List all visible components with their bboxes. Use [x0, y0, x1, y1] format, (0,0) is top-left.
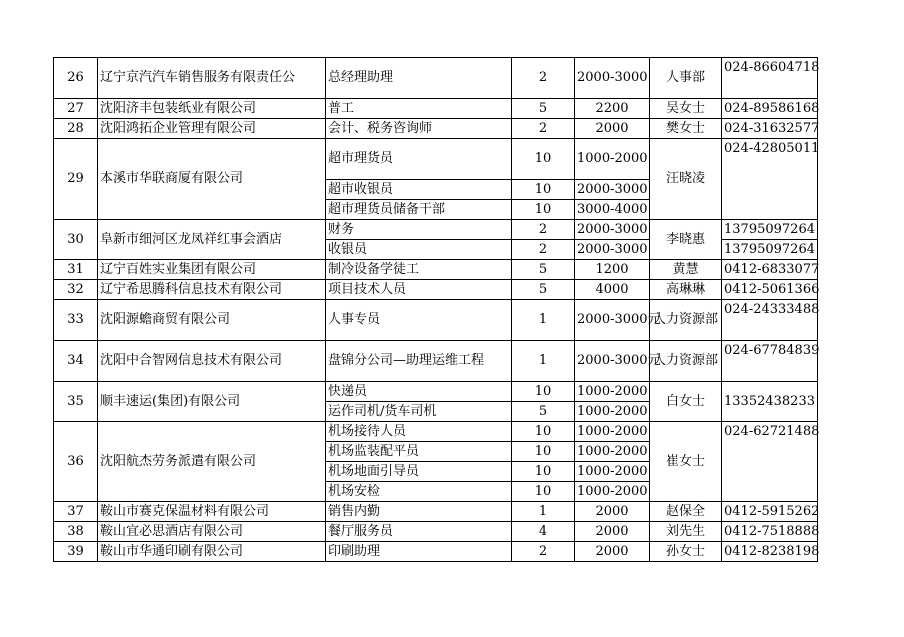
headcount-cell: 10 — [512, 180, 575, 200]
contact-person-cell: 赵保全 — [650, 502, 722, 522]
salary-cell: 2000-3000元 — [575, 341, 650, 382]
headcount-cell: 10 — [512, 422, 575, 442]
salary-cell: 2200 — [575, 99, 650, 119]
row-number-cell: 37 — [54, 502, 98, 522]
table-row — [54, 542, 818, 562]
contact-person-cell: 孙女士 — [650, 542, 722, 562]
job-title-cell: 普工 — [326, 99, 512, 119]
contact-person-cell: 白女士 — [650, 382, 722, 422]
company-name-cell: 鞍山宜必思酒店有限公司 — [98, 522, 326, 542]
phone-cell: 024-86604718 — [722, 58, 818, 99]
phone-cell: 024-31632577 — [722, 119, 818, 139]
table-row — [54, 280, 818, 300]
salary-cell: 1000-2000 — [575, 442, 650, 462]
headcount-cell: 10 — [512, 462, 575, 482]
job-title-cell: 总经理助理 — [326, 58, 512, 99]
contact-person-cell: 樊女士 — [650, 119, 722, 139]
company-name-cell: 沈阳源蟾商贸有限公司 — [98, 300, 326, 341]
job-title-cell: 盘锦分公司—助理运维工程 — [326, 341, 512, 382]
company-name-cell: 沈阳中合智网信息技术有限公司 — [98, 341, 326, 382]
company-name-cell: 沈阳航杰劳务派遣有限公司 — [98, 422, 326, 502]
headcount-cell: 2 — [512, 240, 575, 260]
row-number-cell: 36 — [54, 422, 98, 502]
headcount-cell: 2 — [512, 58, 575, 99]
headcount-cell: 1 — [512, 300, 575, 341]
table-body — [54, 58, 818, 562]
job-title-cell: 财务 — [326, 220, 512, 240]
table-row — [54, 341, 818, 382]
table-row — [54, 139, 818, 180]
salary-cell: 2000 — [575, 522, 650, 542]
headcount-cell: 5 — [512, 402, 575, 422]
headcount-cell: 1 — [512, 341, 575, 382]
table-row — [54, 422, 818, 442]
row-number-cell: 27 — [54, 99, 98, 119]
row-number-cell: 39 — [54, 542, 98, 562]
salary-cell: 4000 — [575, 280, 650, 300]
row-number-cell: 29 — [54, 139, 98, 220]
company-name-cell: 鞍山市华通印刷有限公司 — [98, 542, 326, 562]
company-name-cell: 阜新市细河区龙凤祥红事会酒店 — [98, 220, 326, 260]
headcount-cell: 2 — [512, 119, 575, 139]
job-title-cell: 机场监装配平员 — [326, 442, 512, 462]
salary-cell: 2000-3000 — [575, 220, 650, 240]
headcount-cell: 5 — [512, 99, 575, 119]
contact-person-cell: 高琳琳 — [650, 280, 722, 300]
headcount-cell: 2 — [512, 220, 575, 240]
table-row — [54, 119, 818, 139]
contact-person-cell: 人力资源部 — [650, 300, 722, 341]
headcount-cell: 2 — [512, 542, 575, 562]
company-name-cell: 鞍山市赛克保温材料有限公司 — [98, 502, 326, 522]
table-row — [54, 99, 818, 119]
salary-cell: 2000-3000 — [575, 240, 650, 260]
job-title-cell: 会计、税务咨询师 — [326, 119, 512, 139]
phone-cell: 024-24333488 — [722, 300, 818, 341]
company-name-cell: 顺丰速运(集团)有限公司 — [98, 382, 326, 422]
row-number-cell: 35 — [54, 382, 98, 422]
job-title-cell: 运作司机/货车司机 — [326, 402, 512, 422]
headcount-cell: 10 — [512, 482, 575, 502]
row-number-cell: 33 — [54, 300, 98, 341]
job-title-cell: 超市收银员 — [326, 180, 512, 200]
company-name-cell: 辽宁京汽汽车销售服务有限责任公 — [98, 58, 326, 99]
salary-cell: 1000-2000 — [575, 462, 650, 482]
salary-cell: 2000 — [575, 119, 650, 139]
table-row — [54, 220, 818, 240]
salary-cell: 1000-2000 — [575, 382, 650, 402]
salary-cell: 3000-4000 — [575, 200, 650, 220]
job-title-cell: 快递员 — [326, 382, 512, 402]
company-name-cell: 沈阳济丰包装纸业有限公司 — [98, 99, 326, 119]
salary-cell: 1200 — [575, 260, 650, 280]
headcount-cell: 5 — [512, 280, 575, 300]
salary-cell: 1000-2000 — [575, 482, 650, 502]
salary-cell: 2000-3000元 — [575, 300, 650, 341]
company-name-cell: 辽宁希思腾科信息技术有限公司 — [98, 280, 326, 300]
job-title-cell: 销售内勤 — [326, 502, 512, 522]
headcount-cell: 5 — [512, 260, 575, 280]
phone-cell: 024-42805011 — [722, 139, 818, 220]
company-name-cell: 沈阳鸿拓企业管理有限公司 — [98, 119, 326, 139]
job-title-cell: 机场安检 — [326, 482, 512, 502]
job-title-cell: 人事专员 — [326, 300, 512, 341]
contact-person-cell: 黄慧 — [650, 260, 722, 280]
salary-cell: 1000-2000 — [575, 422, 650, 442]
salary-cell: 2000 — [575, 542, 650, 562]
table-row — [54, 522, 818, 542]
job-title-cell: 餐厅服务员 — [326, 522, 512, 542]
headcount-cell: 10 — [512, 200, 575, 220]
phone-cell: 13795097264 — [722, 240, 818, 260]
phone-cell: 0412-5915262 — [722, 502, 818, 522]
contact-person-cell: 人力资源部 — [650, 341, 722, 382]
row-number-cell: 31 — [54, 260, 98, 280]
job-listing-table — [53, 57, 818, 562]
salary-cell: 2000-3000 — [575, 58, 650, 99]
phone-cell: 0412-5061366 — [722, 280, 818, 300]
phone-cell: 0412-6833077 — [722, 260, 818, 280]
table-row — [54, 300, 818, 341]
contact-person-cell: 刘先生 — [650, 522, 722, 542]
salary-cell: 1000-2000 — [575, 139, 650, 180]
job-title-cell: 机场地面引导员 — [326, 462, 512, 482]
phone-cell: 13352438233 — [722, 382, 818, 422]
salary-cell: 1000-2000 — [575, 402, 650, 422]
job-title-cell: 超市理货员储备干部 — [326, 200, 512, 220]
headcount-cell: 10 — [512, 139, 575, 180]
contact-person-cell: 汪晓凌 — [650, 139, 722, 220]
contact-person-cell: 人事部 — [650, 58, 722, 99]
company-name-cell: 辽宁百姓实业集团有限公司 — [98, 260, 326, 280]
job-title-cell: 收银员 — [326, 240, 512, 260]
job-title-cell: 项目技术人员 — [326, 280, 512, 300]
headcount-cell: 4 — [512, 522, 575, 542]
row-number-cell: 26 — [54, 58, 98, 99]
company-name-cell: 本溪市华联商厦有限公司 — [98, 139, 326, 220]
phone-cell: 13795097264 — [722, 220, 818, 240]
phone-cell: 0412-7518888 — [722, 522, 818, 542]
row-number-cell: 28 — [54, 119, 98, 139]
contact-person-cell: 崔女士 — [650, 422, 722, 502]
row-number-cell: 32 — [54, 280, 98, 300]
table-row — [54, 382, 818, 402]
headcount-cell: 10 — [512, 442, 575, 462]
contact-person-cell: 吴女士 — [650, 99, 722, 119]
phone-cell: 0412-8238198 — [722, 542, 818, 562]
table-row — [54, 260, 818, 280]
table-row — [54, 502, 818, 522]
headcount-cell: 1 — [512, 502, 575, 522]
contact-person-cell: 李晓惠 — [650, 220, 722, 260]
salary-cell: 2000-3000 — [575, 180, 650, 200]
job-title-cell: 超市理货员 — [326, 139, 512, 180]
job-title-cell: 机场接待人员 — [326, 422, 512, 442]
phone-cell: 024-89586168 — [722, 99, 818, 119]
row-number-cell: 34 — [54, 341, 98, 382]
job-title-cell: 印刷助理 — [326, 542, 512, 562]
table-row — [54, 58, 818, 99]
phone-cell: 024-67784839 — [722, 341, 818, 382]
job-title-cell: 制冷设备学徒工 — [326, 260, 512, 280]
headcount-cell: 10 — [512, 382, 575, 402]
salary-cell: 2000 — [575, 502, 650, 522]
phone-cell: 024-62721488 — [722, 422, 818, 502]
row-number-cell: 38 — [54, 522, 98, 542]
row-number-cell: 30 — [54, 220, 98, 260]
